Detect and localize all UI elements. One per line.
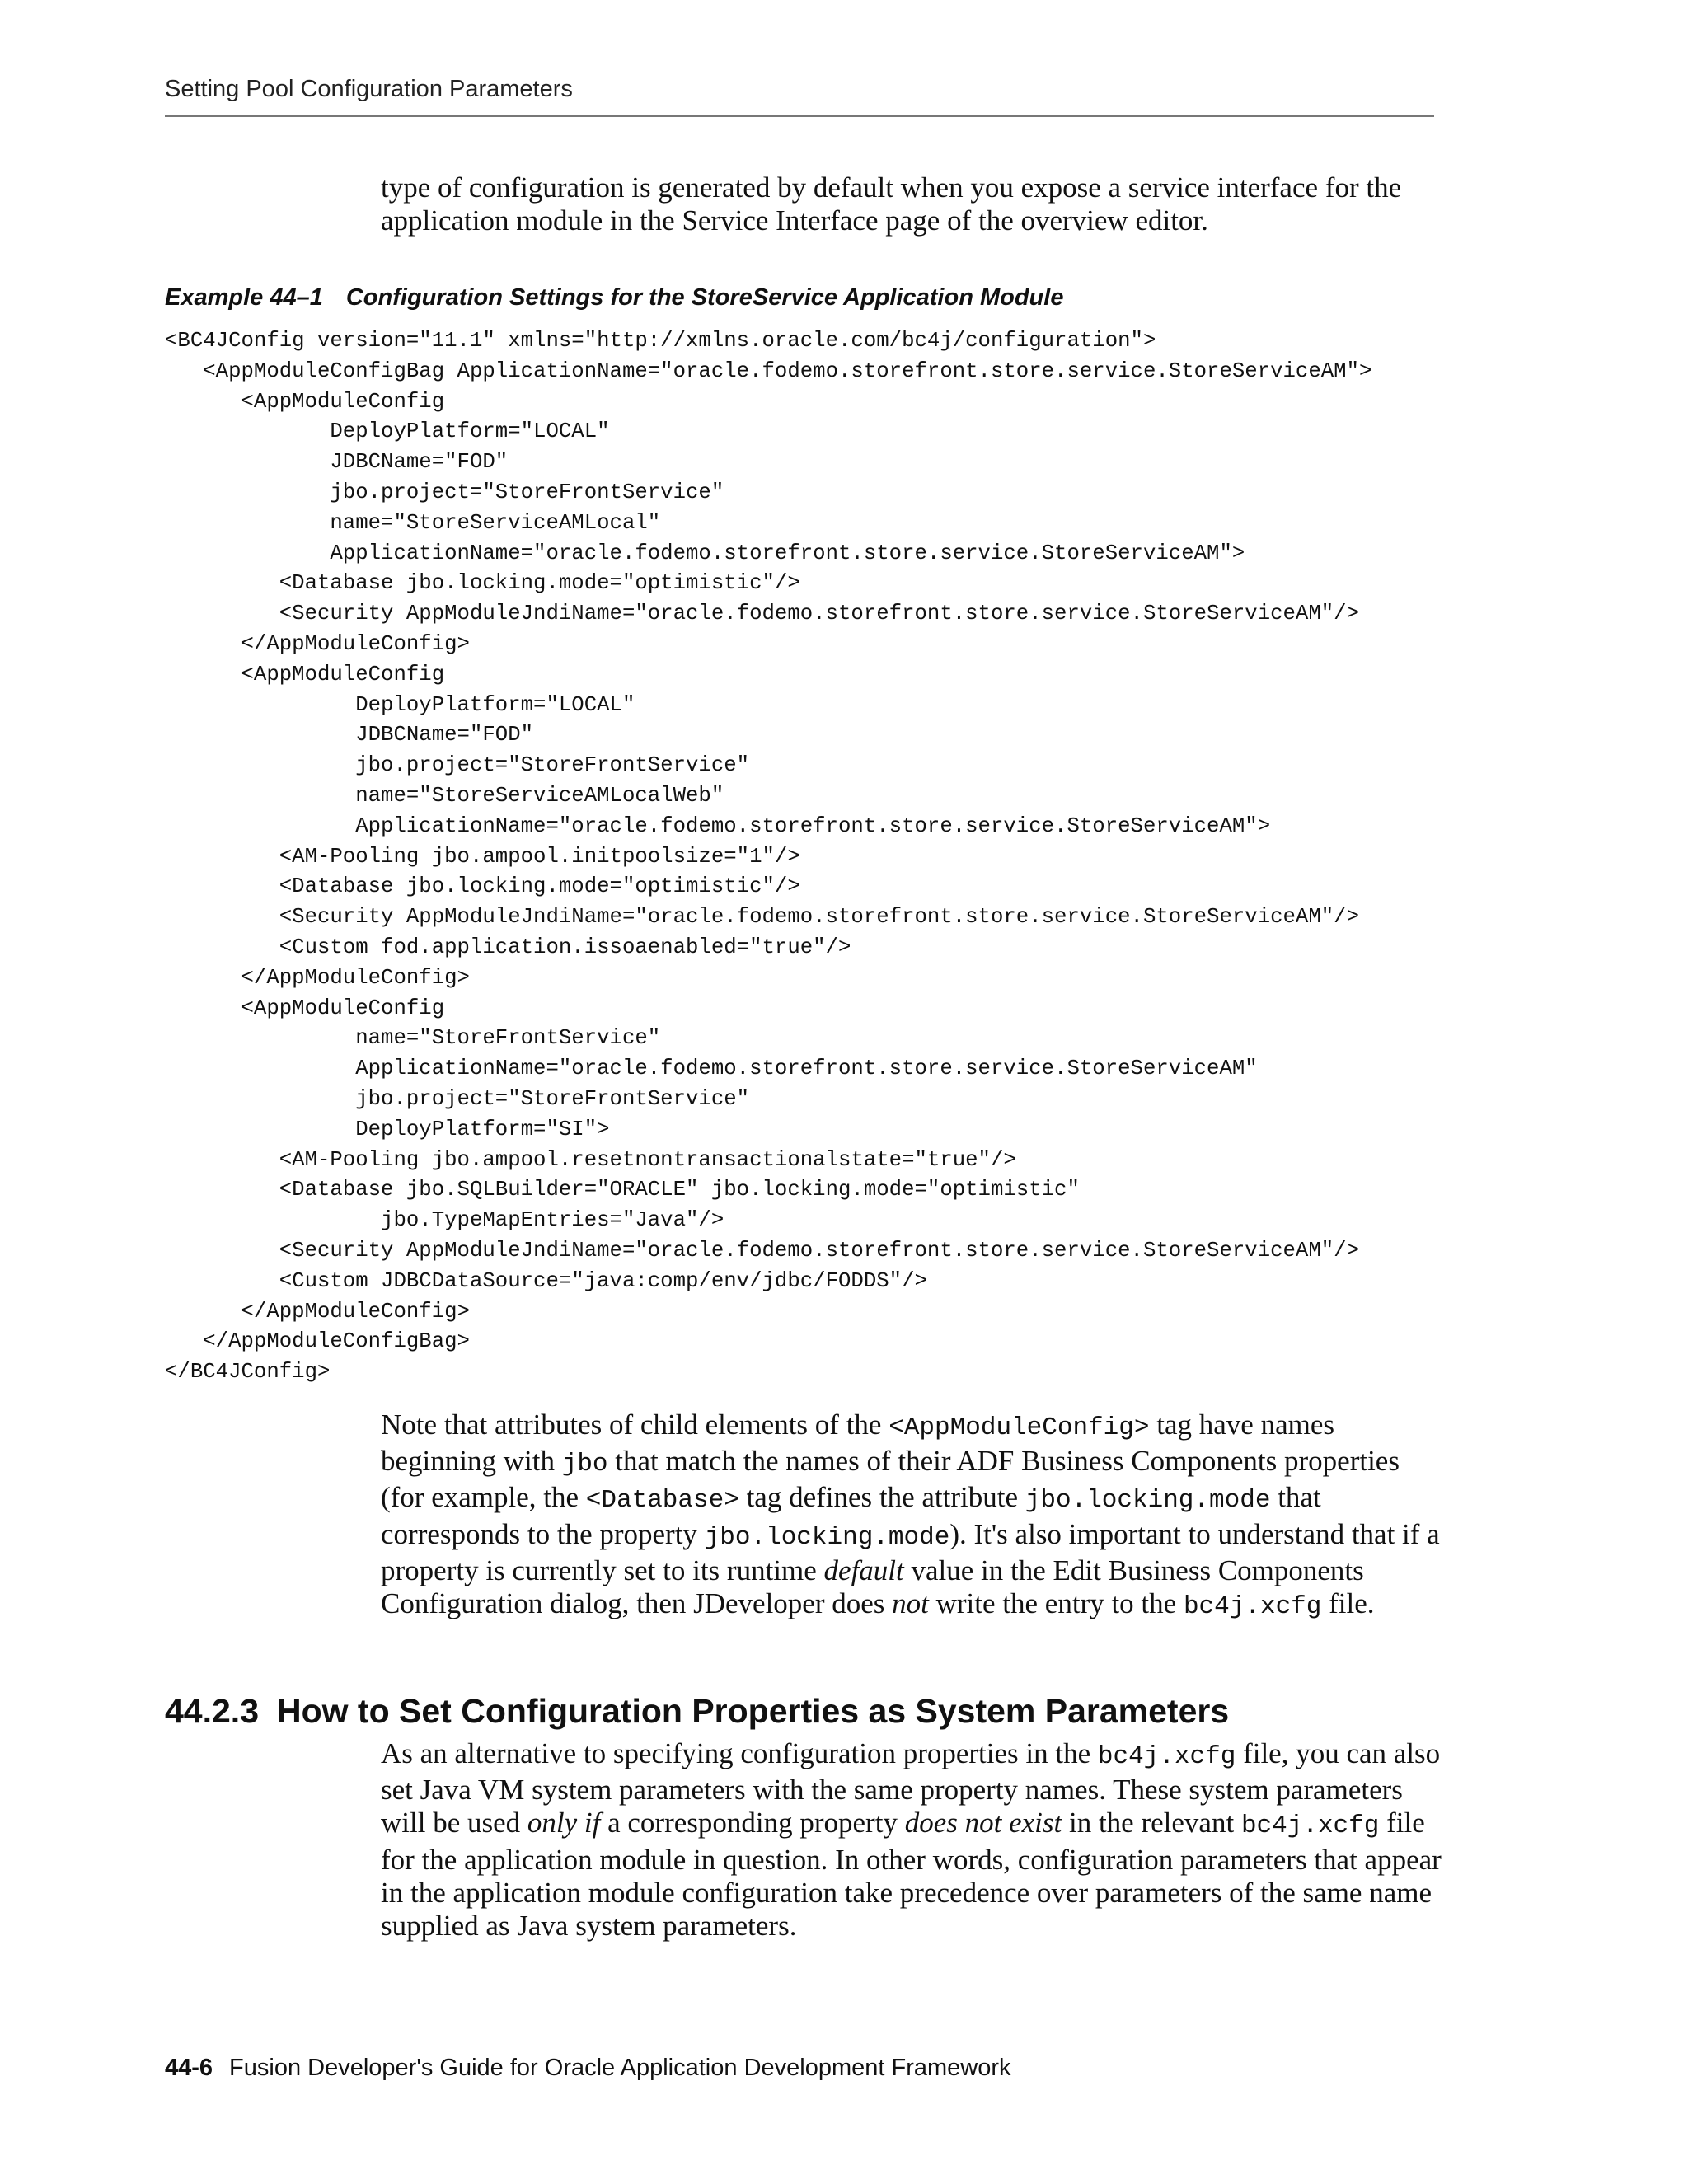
section-number: 44.2.3: [165, 1692, 259, 1730]
note-paragraph: [381, 1408, 1444, 1624]
example-title: Configuration Settings for the StoreService Application Module: [345, 284, 1064, 311]
inline-code: <AppModuleConfig>: [889, 1413, 1150, 1442]
code-line: jbo.project="StoreFrontService": [165, 1086, 750, 1111]
code-line: </AppModuleConfig>: [165, 1299, 470, 1324]
code-line: name="StoreServiceAMLocal": [165, 510, 661, 535]
code-line: DeployPlatform="LOCAL": [165, 692, 635, 717]
example-label: Example 44–1: [165, 284, 323, 311]
code-line: name="StoreFrontService": [165, 1026, 661, 1051]
inline-code: jbo.locking.mode: [704, 1522, 950, 1552]
book-title: Fusion Developer's Guide for Oracle Application Development Framework: [229, 2055, 1011, 2081]
code-line: <AppModuleConfigBag ApplicationName="oracle.fodemo.storefront.store.service.StoreServiceAM">: [165, 359, 1372, 383]
note-text: file.: [1321, 1587, 1375, 1620]
intro-text: type of configuration is generated by default when you expose a service interface for the application module in the Service Interface page of the overview editor.: [381, 171, 1402, 237]
code-line: <Custom JDBCDataSource="java:comp/env/jdbc/FODDS"/>: [165, 1268, 927, 1293]
code-line: <AM-Pooling jbo.ampool.initpoolsize="1"/>: [165, 844, 800, 869]
section-text: file, you can also set Java VM system parameters with the same property names. These system parameters will be used: [381, 1737, 1441, 1840]
note-text: tag have names beginning with: [381, 1408, 1334, 1478]
section-title: How to Set Configuration Properties as System Parameters: [277, 1692, 1230, 1730]
code-line: <Custom fod.application.issoaenabled="true"/>: [165, 935, 851, 959]
emphasis: not: [892, 1587, 929, 1620]
code-line: JDBCName="FOD": [165, 723, 534, 748]
section-text: in the relevant: [1062, 1807, 1241, 1840]
code-line: <Security AppModuleJndiName="oracle.fodemo.storefront.store.service.StoreServiceAM"/>: [165, 1238, 1360, 1263]
code-line: ApplicationName="oracle.fodemo.storefront.store.service.StoreServiceAM">: [165, 813, 1271, 838]
code-line: </AppModuleConfig>: [165, 631, 470, 656]
note-text: that corresponds to the property: [381, 1481, 1321, 1550]
note-text: that match the names of their ADF Business Components properties (for example, the: [381, 1445, 1400, 1514]
inline-code: bc4j.xcfg: [1097, 1742, 1236, 1771]
code-line: ApplicationName="oracle.fodemo.storefront.store.service.StoreServiceAM">: [165, 541, 1245, 565]
code-line: jbo.project="StoreFrontService": [165, 480, 724, 504]
section-text: file for the application module in question. In other words, configuration parameters that appear in the application module configuration take precedence over parameters of the same name supplied as Java system parameters.: [381, 1807, 1442, 1943]
page-number: 44-6: [165, 2055, 213, 2081]
inline-code: bc4j.xcfg: [1240, 1811, 1380, 1841]
note-text: write the entry to the: [928, 1587, 1184, 1620]
code-line: jbo.project="StoreFrontService": [165, 753, 750, 778]
code-line: jbo.TypeMapEntries="Java"/>: [165, 1208, 724, 1233]
code-line: name="StoreServiceAMLocalWeb": [165, 783, 724, 808]
running-header: Setting Pool Configuration Parameters: [165, 76, 573, 102]
code-line: <AppModuleConfig: [165, 389, 445, 414]
code-line: <Database jbo.locking.mode="optimistic"/>: [165, 571, 800, 596]
code-line: </AppModuleConfigBag>: [165, 1329, 470, 1354]
inline-code: jbo.locking.mode: [1025, 1486, 1271, 1516]
emphasis: default: [823, 1554, 904, 1586]
note-text: Note that attributes of child elements of the: [381, 1408, 889, 1441]
example-caption: [165, 284, 1063, 312]
code-listing: [165, 326, 1372, 1388]
intro-paragraph: [381, 171, 1444, 237]
code-line: <AM-Pooling jbo.ampool.resetnontransactionalstate="true"/>: [165, 1147, 1016, 1172]
code-line: <AppModuleConfig: [165, 996, 445, 1020]
code-line: <Database jbo.SQLBuilder="ORACLE" jbo.locking.mode="optimistic": [165, 1178, 1080, 1202]
code-line: <Security AppModuleJndiName="oracle.fodemo.storefront.store.service.StoreServiceAM"/>: [165, 602, 1360, 626]
code-line: JDBCName="FOD": [165, 450, 509, 475]
note-text: tag defines the attribute: [738, 1481, 1025, 1514]
code-line: DeployPlatform="SI">: [165, 1117, 610, 1141]
page-footer: [165, 2055, 1011, 2082]
section-text: As an alternative to specifying configuration properties in the: [381, 1737, 1098, 1769]
section-heading: [165, 1692, 1229, 1731]
inline-code: jbo: [561, 1450, 608, 1479]
code-line: </AppModuleConfig>: [165, 965, 470, 990]
section-paragraph: [381, 1737, 1444, 1943]
code-line: <AppModuleConfig: [165, 662, 445, 687]
code-line: <Database jbo.locking.mode="optimistic"/>: [165, 874, 800, 899]
code-line: </BC4JConfig>: [165, 1360, 331, 1385]
code-line: DeployPlatform="LOCAL": [165, 419, 610, 444]
section-text: a corresponding property: [600, 1807, 905, 1840]
code-line: <Security AppModuleJndiName="oracle.fodemo.storefront.store.service.StoreServiceAM"/>: [165, 905, 1360, 930]
emphasis: does not exist: [904, 1807, 1062, 1840]
note-text: ). It's also important to understand that if a property is currently set to its runtime: [381, 1517, 1440, 1586]
inline-code: bc4j.xcfg: [1183, 1592, 1322, 1622]
inline-code: <Database>: [585, 1486, 739, 1516]
header-rule: [165, 115, 1434, 117]
code-line: <BC4JConfig version="11.1" xmlns="http://xmlns.oracle.com/bc4j/configuration">: [165, 329, 1156, 353]
code-line: ApplicationName="oracle.fodemo.storefront.store.service.StoreServiceAM": [165, 1057, 1258, 1081]
emphasis: only if: [527, 1807, 601, 1840]
note-text: value in the Edit Business Components Configuration dialog, then JDeveloper does: [381, 1554, 1364, 1620]
